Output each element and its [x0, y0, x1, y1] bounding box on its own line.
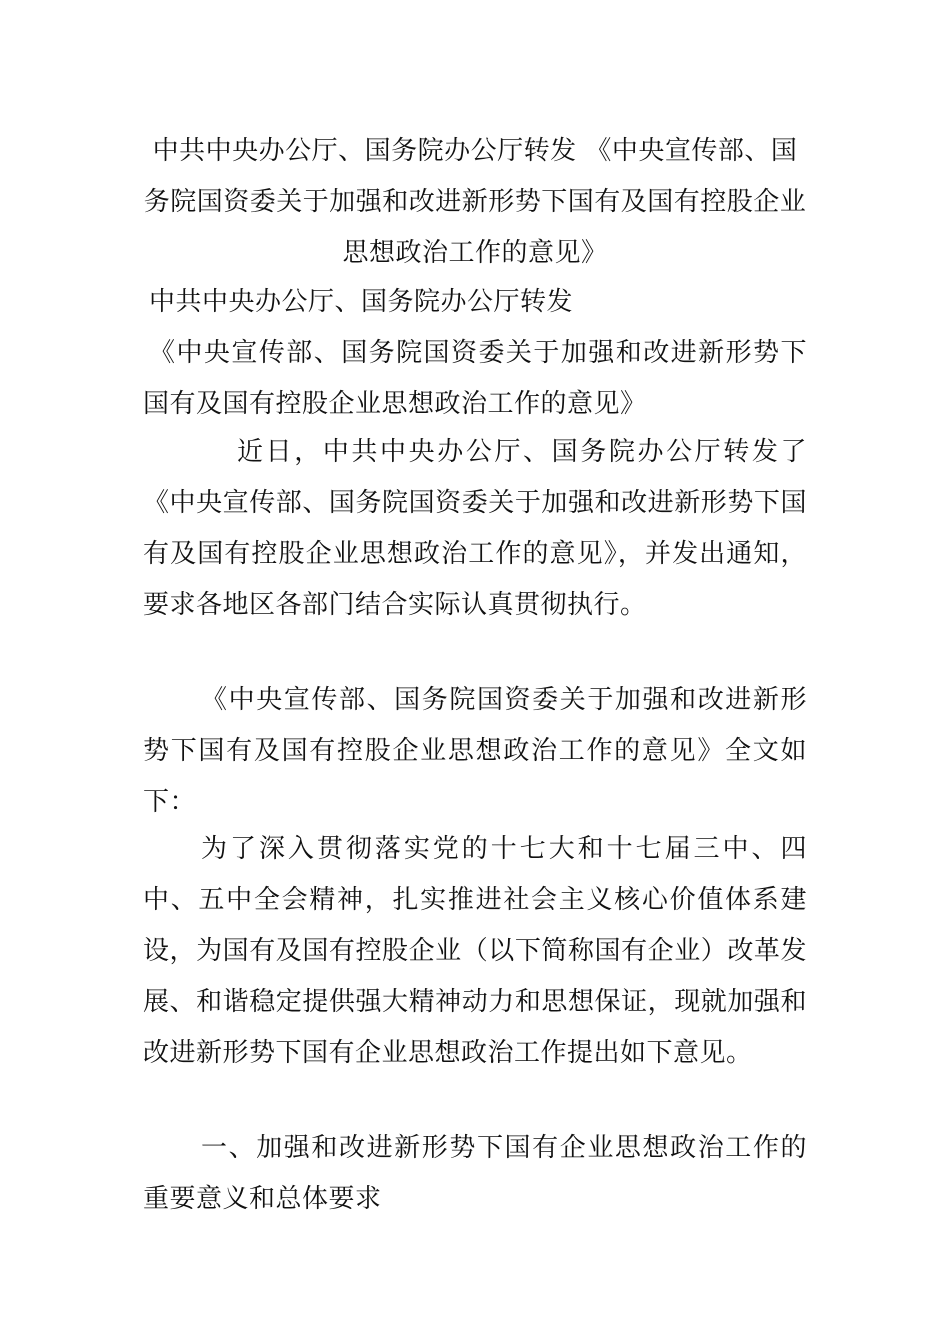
section-heading-1: 一、加强和改进新形势下国有企业思想政治工作的重要意义和总体要求: [143, 1133, 807, 1214]
subtitle-document-name: 《中央宣传部、国务院国资委关于加强和改进新形势下国有及国有控股企业思想政治工作的意见》: [143, 338, 807, 419]
intro-paragraph: 近日，中共中央办公厅、国务院办公厅转发了《中央宣传部、国务院国资委关于加强和改进新形势下国有及国有控股企业思想政治工作的意见》，并发出通知，要求各地区各部门结合实际认真贯彻执行。: [143, 437, 807, 620]
full-text-intro-paragraph: 《中央宣传部、国务院国资委关于加强和改进新形势下国有及国有控股企业思想政治工作的意见》全文如下：: [143, 685, 807, 817]
document-title: 中共中央办公厅、国务院办公厅转发 《中央宣传部、国务院国资委关于加强和改进新形势下国有及国有控股企业思想政治工作的意见》: [143, 136, 807, 268]
subtitle-issuer: 中共中央办公厅、国务院办公厅转发: [149, 287, 574, 317]
purpose-paragraph: 为了深入贯彻落实党的十七大和十七届三中、四中、五中全会精神，扎实推进社会主义核心价值体系建设，为国有及国有控股企业（以下简称国有企业）改革发展、和谐稳定提供强大精神动力和思想保证，现就加强和改进新形势下国有企业思想政治工作提出如下意见。: [143, 834, 807, 1068]
